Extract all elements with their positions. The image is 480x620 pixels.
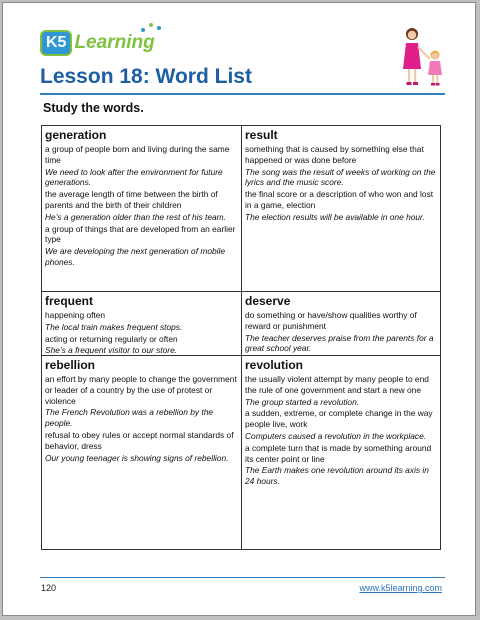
example-sentence: The French Revolution was a rebellion by the people. (45, 407, 214, 429)
definition: an effort by many people to change the government or leader of a country by the use of protest or violence (45, 374, 237, 406)
example-sentence: The election results will be available in one hour. (245, 211, 425, 222)
example-sentence: The teacher deserves praise from the parents for a great school year. (245, 332, 434, 354)
definition: refusal to obey rules or accept normal standards of behavior, dress (45, 429, 234, 451)
logo-k5-badge: K5 (40, 30, 72, 56)
word-cell-frequent (42, 292, 242, 356)
website-link[interactable]: www.k5learning.com (359, 583, 442, 593)
example-sentence: The group started a revolution. (245, 396, 360, 407)
worksheet-page (2, 2, 476, 616)
definition: something that is caused by something else that happened or was done before (245, 144, 424, 165)
logo-wordmark: Learning (74, 32, 155, 53)
definition: a sudden, extreme, or complete change in the way people live, work (245, 408, 433, 430)
k5-learning-logo (40, 29, 155, 57)
example-sentence: She’s a frequent visitor to our store. (45, 345, 178, 356)
example-sentence: Computers caused a revolution in the workplace. (245, 430, 427, 441)
word-heading: rebellion (45, 358, 96, 372)
definition: the average length of time between the birth of parents and the birth of their children (45, 189, 218, 210)
word-list-table (41, 125, 441, 550)
word-cell-rebellion (42, 356, 242, 549)
word-cell-revolution (242, 356, 440, 549)
page-title: Lesson 18: Word List (40, 65, 252, 88)
title-divider (40, 93, 445, 95)
example-sentence: We need to look after the environment for future generations. (45, 166, 223, 188)
example-sentence: The Earth makes one revolution around its axis in 24 hours. (245, 465, 429, 487)
word-heading: result (245, 128, 278, 142)
definition: a group of things that are developed from an earlier type (45, 223, 236, 245)
logo-stars-icon (138, 21, 168, 35)
mother-daughter-illustration (397, 25, 449, 91)
word-cell-generation (42, 126, 242, 292)
definition: a group of people born and living during the same time (45, 144, 230, 165)
word-heading: generation (45, 128, 107, 142)
word-cell-result (242, 126, 440, 292)
example-sentence: Our young teenager is showing signs of rebellion. (45, 452, 229, 463)
example-sentence: The local train makes frequent stops. (45, 321, 183, 332)
word-cell-deserve (242, 292, 440, 356)
definition: the usually violent attempt by many people to end the rule of one government and start a new one (245, 374, 429, 395)
word-heading: deserve (245, 294, 291, 308)
page-number: 120 (41, 583, 57, 593)
definition: a complete turn that is made by something around its center point or line (245, 442, 432, 464)
definition: happening often (45, 310, 106, 320)
word-heading: frequent (45, 294, 93, 308)
instructions: Study the words. (43, 101, 144, 115)
example-sentence: He’s a generation older than the rest of his team. (45, 211, 226, 222)
footer-divider (40, 577, 445, 578)
word-heading: revolution (245, 358, 304, 372)
example-sentence: The song was the result of weeks of working on the lyrics and the music score. (245, 166, 436, 188)
definition: acting or returning regularly or often (45, 333, 178, 344)
definition: the final score or a description of who won and lost in a game, election (245, 189, 434, 210)
example-sentence: We are developing the next generation of mobile phones. (45, 246, 226, 267)
definition: do something or have/show qualities worthy of reward or punishment (245, 310, 417, 331)
